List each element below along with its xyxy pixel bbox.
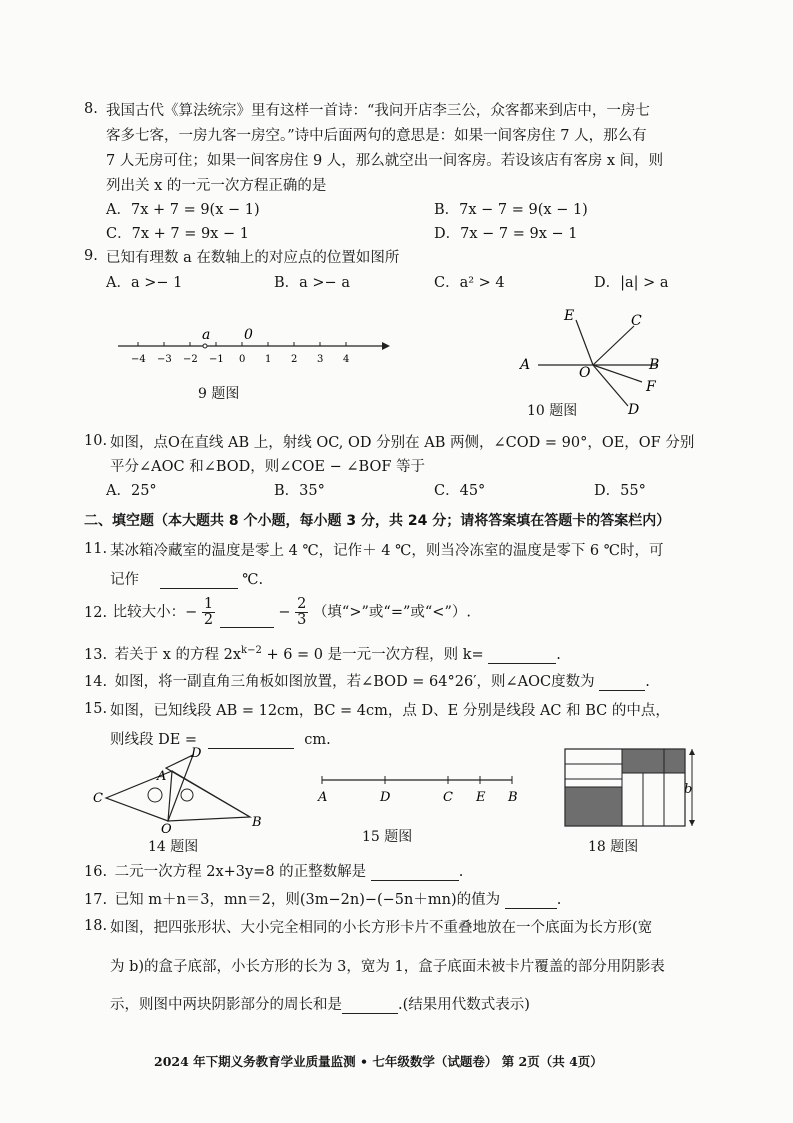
q17-answer-blank[interactable] [505,908,557,909]
point-a-label: a [202,327,211,343]
q11-line-1: 某冰箱冷藏室的温度是零上 4 ℃，记作＋ 4 ℃，则当冷冻室的温度是零下 6 ℃时，可 [110,543,664,559]
q11-unit: ℃. [242,572,264,588]
fig14-label-b: B [252,815,262,830]
question-14: 14. 如图，将一副直角三角板如图放置，若∠BOD = 64°26′，则∠AOC度数为 . [84,674,650,690]
q8-line-1: 我国古代《算法统宗》里有这样一首诗：“我问开店李三公，众客都来到店中，一房七 [106,103,650,119]
box-cards-figure [560,746,702,830]
fig14-label-o: O [161,822,172,835]
q18-line-1: 如图，把四张形状、大小完全相同的小长方形卡片不重叠地放在一个底面为长方形(宽 [110,920,653,936]
section-2-heading: 二、填空题（本大题共 8 个小题，每小题 3 分，共 24 分；请将答案填在答题卡的答案栏内） [84,513,671,529]
q14-answer-blank[interactable] [599,690,645,691]
q15-number: 15. [84,701,108,717]
question-16: 16. 二元一次方程 2x+3y=8 的正整数解是 . [84,864,464,880]
q15-line-1: 如图，已知线段 AB = 12cm，BC = 4cm，点 D、E 分别是线段 AC 和 BC 的中点， [110,703,670,719]
q12-fraction-1: $\frac{1}{2}$ [203,596,214,629]
q17-number: 17. [84,892,108,908]
number-line-label: −1 [209,354,224,365]
number-line-label: 1 [265,354,272,365]
q18-line-2: 为 b)的盒子底部，小长方形的长为 3，宽为 1，盒子底面未被卡片覆盖的部分用阴影表 [110,959,665,975]
fig14-caption: 14 题图 [148,839,199,855]
number-line-label: 0 [239,354,246,365]
q8-line-2: 客多七客，一房九客一房空。”诗中后面两句的意思是：如果一间客房住 7 人，那么有 [106,128,647,144]
q18-line-3: 示，则图中两块阴影部分的周长和是 .(结果用代数式表示) [110,997,530,1013]
q12-fraction-2: $\frac{2}{3}$ [297,596,307,629]
fig14-label-a: A [157,769,167,784]
point-a-marker [203,344,207,348]
fig14-label-c: C [93,791,103,806]
q8-option-a: A．7x + 7 = 9(x − 1) [106,202,260,218]
q10-line-1: 如图，点O在直线 AB 上，射线 OC, OD 分别在 AB 两侧，∠COD = 90°，OE，OF 分别 [110,435,695,451]
q17-text: 已知 m＋n＝3，mn＝2，则(3m−2n)−(−5n＋mn)的值为 [114,892,501,908]
label-f: F [646,379,656,395]
q10-option-d: D．55° [594,483,646,499]
fig14-label-d: D [191,746,202,761]
q10-line-2: 平分∠AOC 和∠BOD，则∠COE − ∠BOF 等于 [110,459,426,475]
fig10-caption: 10 题图 [527,403,578,419]
q10-number: 10. [84,433,108,449]
label-c: C [631,313,642,329]
shaded-region-1 [565,787,622,826]
number-line-label: 2 [291,354,298,365]
fig15-caption: 15 题图 [362,829,413,845]
q14-text: 如图，将一副直角三角板如图放置，若∠BOD = 64°26′，则∠AOC度数为 [114,674,595,690]
q8-option-b: B．7x − 7 = 9(x − 1) [434,202,588,218]
q13-exponent: k−2 [241,645,262,657]
q11-answer-blank[interactable] [160,588,238,589]
fig15-label-b: B [508,790,518,805]
number-line-label: 4 [343,354,350,365]
q9-stem: 已知有理数 a 在数轴上的对应点的位置如图所 [106,250,400,266]
number-line-label: −4 [131,354,146,365]
q12-answer-blank[interactable] [220,627,274,628]
point-0-label: 0 [244,327,253,343]
page-footer: 2024 年下期义务教育学业质量监测 • 七年级数学（试题卷） 第 2页（共 4页） [154,1054,603,1069]
q10-option-a: A．25° [106,483,157,499]
q18-number: 18. [84,918,108,934]
number-line-label: 3 [317,354,324,365]
q18-answer-blank[interactable] [342,1013,398,1014]
q13-answer-blank[interactable] [488,663,556,664]
label-d: D [628,402,640,418]
number-line-label: −2 [183,354,198,365]
q12-number: 12. [84,604,108,621]
fig9-caption: 9 题图 [198,386,240,402]
q11-line-2 [110,568,263,589]
q9-number: 9. [84,248,98,264]
fig15-label-e: E [476,790,486,805]
q8-number: 8. [84,101,98,117]
q12-minus: − [278,604,291,621]
q11-number: 11. [84,541,108,557]
question-13: 13. 若关于 x 的方程 $2x^{k-2} + 6 = 0$ 是一元一次方程，则 k= . [84,645,561,663]
q10-option-c: C．45° [434,483,486,499]
q16-answer-blank[interactable] [371,880,459,881]
q9-option-b: B．a >− a [274,275,350,291]
label-e: E [564,308,575,324]
q8-option-d: D．7x − 7 = 9x − 1 [434,226,578,242]
q15-line-2: 则线段 DE = cm. [110,732,331,748]
q14-number: 14. [84,674,108,690]
q10-option-b: B．35° [274,483,325,499]
label-b: B [649,357,660,373]
segment-figure [312,770,527,810]
set-squares-figure [90,745,270,835]
q11-prefix: 记作 [110,572,139,588]
q16-number: 16. [84,864,108,880]
q12-prefix: 比较大小：− [112,604,198,621]
q13-prefix: 若关于 x 的方程 2x [114,647,242,663]
number-line-label: −3 [157,354,172,365]
q9-option-d: D．|a| > a [594,275,669,291]
q9-option-c: C．a² > 4 [434,275,505,291]
q8-option-c: C．7x + 7 = 9x − 1 [106,226,249,242]
fig15-label-a: A [318,790,328,805]
q13-middle: + 6 = 0 是一元一次方程，则 k= [261,647,484,663]
q8-line-4: 列出关 x 的一元一次方程正确的是 [106,178,327,194]
q16-text: 二元一次方程 2x+3y=8 的正整数解是 [114,864,367,880]
q12-suffix: （填“>”或“=”或“<”）. [312,604,471,621]
label-a: A [520,357,531,373]
shaded-region-2 [622,749,685,773]
fig15-label-c: C [443,790,453,805]
q13-number: 13. [84,647,108,663]
fig18-caption: 18 题图 [588,839,639,855]
q9-option-a: A．a >− 1 [106,275,183,291]
question-12 [84,597,471,628]
number-line-figure [110,322,400,372]
fig15-label-d: D [380,790,391,805]
q8-line-3: 7 人无房可住；如果一间客房住 9 人，那么就空出一间客房。若设该店有客房 x 间，则 [106,153,664,169]
fig18-label-b: b [684,782,693,797]
label-o: O [579,365,591,381]
question-17: 17. 已知 m＋n＝3，mn＝2，则(3m−2n)−(−5n＋mn)的值为 . [84,892,562,908]
